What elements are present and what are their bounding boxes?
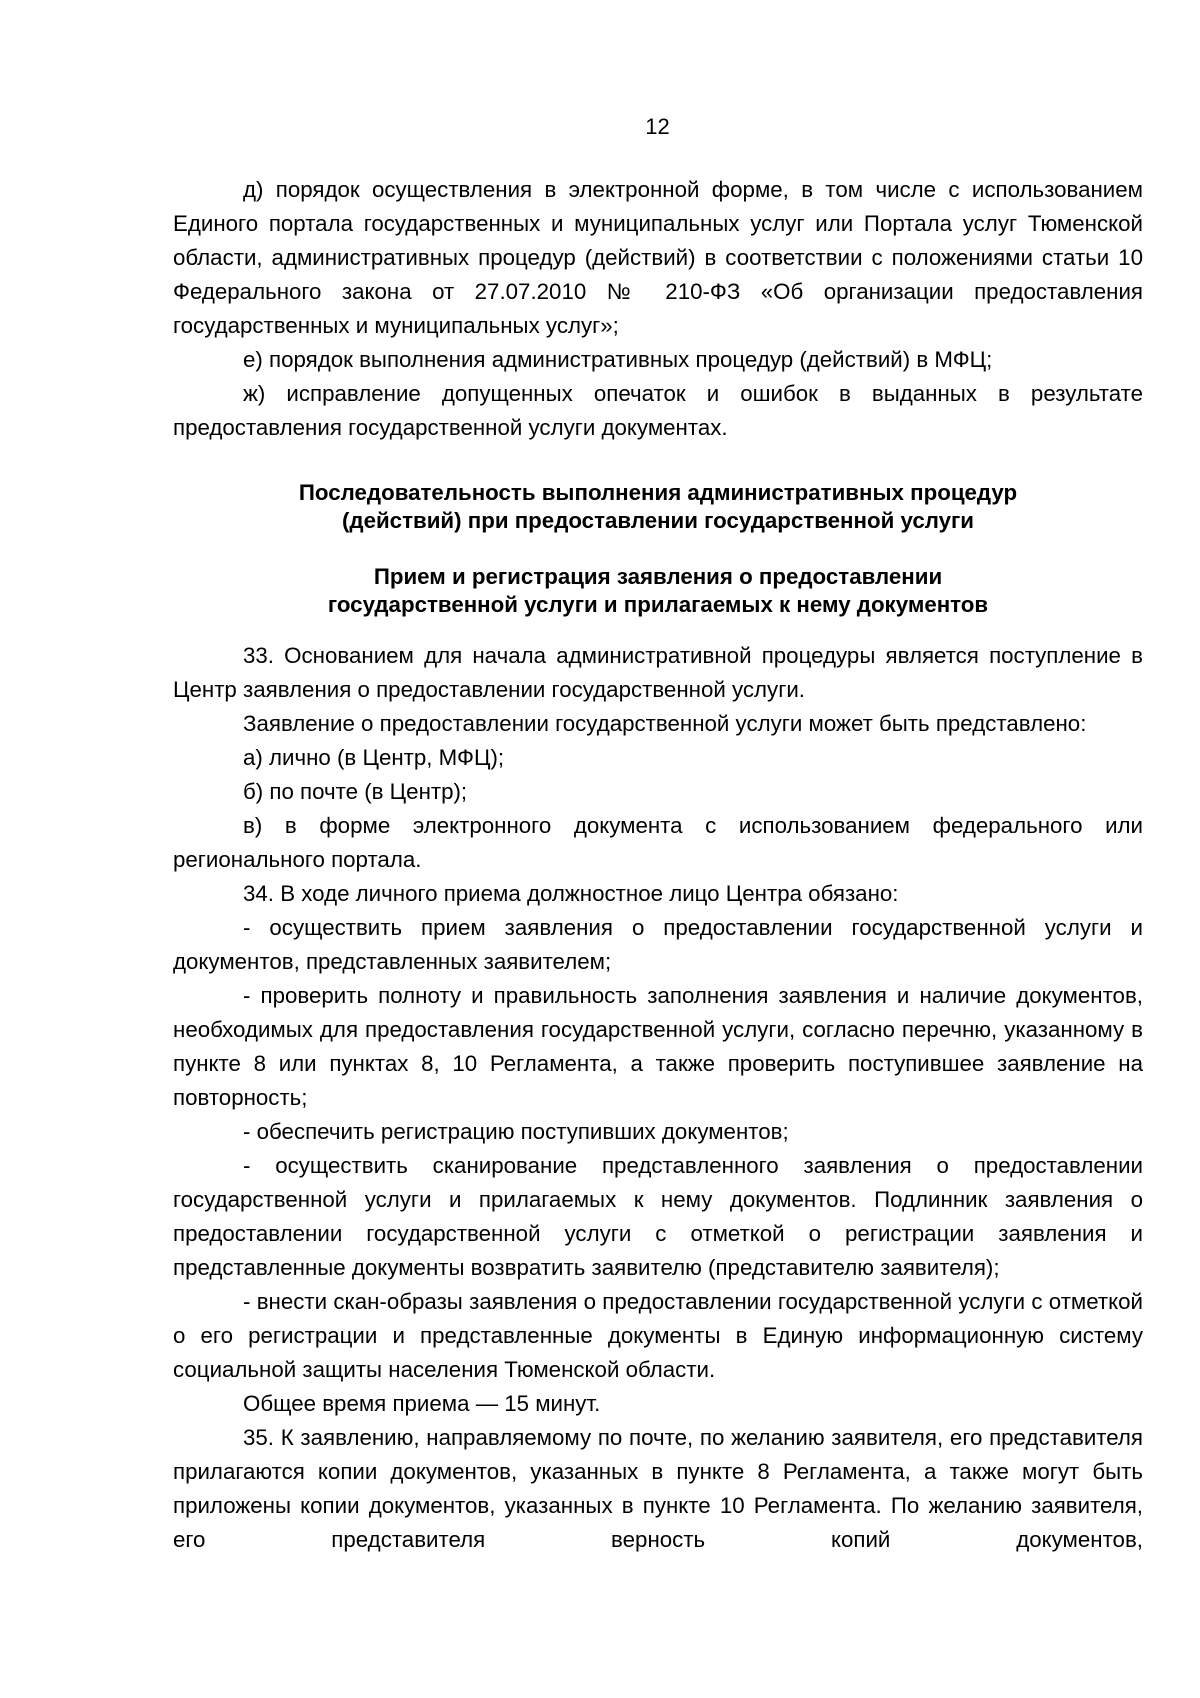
list-item-b: б) по почте (в Центр); [243, 779, 468, 804]
section-heading [173, 479, 1143, 535]
subsection-heading [173, 563, 1143, 619]
paragraph-33: 33. Основанием для начала административной процедуры является поступление в Центр заявления о предоставлении государственной услуги. [173, 643, 1143, 702]
document-body [173, 173, 1143, 1557]
section-heading-line-2: (действий) при предоставлении государственной услуги [341, 508, 975, 533]
paragraph-submission-methods: Заявление о предоставлении государственной услуги может быть представлено: [243, 711, 1087, 736]
paragraph-35: 35. К заявлению, направляемому по почте, по желанию заявителя, его представителя прилагаются копии документов, указанных в пункте 8 Регламента, а также могут быть приложены копии документов, указанных в пункте 10 Регламента. По желанию заявителя, его представителя верность копий документов, [173, 1425, 1143, 1552]
item-zh: ж) исправление допущенных опечаток и ошибок в выданных в результате предоставления государственной услуги документах. [173, 381, 1143, 440]
item-e: е) порядок выполнения административных процедур (действий) в МФЦ; [243, 347, 993, 372]
list-item-a: а) лично (в Центр, МФЦ); [243, 745, 505, 770]
subsection-heading-line-2: государственной услуги и прилагаемых к нему документов [327, 592, 989, 617]
reception-time: Общее время приема — 15 минут. [243, 1391, 601, 1416]
paragraph-34: 34. В ходе личного приема должностное лицо Центра обязано: [243, 881, 899, 906]
duty-upload: - внести скан-образы заявления о предоставлении государственной услуги с отметкой о его регистрации и представленные документы в Единую информационную систему социальной защиты населения Тюменской области. [173, 1289, 1143, 1382]
page-number: 12 [645, 114, 670, 139]
section-heading-line-1: Последовательность выполнения административных процедур [298, 480, 1018, 505]
item-d: д) порядок осуществления в электронной форме, в том числе с использованием Единого портала государственных и муниципальных услуг или Портала услуг Тюменской области, административных процедур (действий) в соответствии с положениями статьи 10 Федерального закона от 27.07.2010 № 210-ФЗ «Об организации предоставления государственных и муниципальных услуг»; [173, 177, 1143, 338]
duty-scan: - осуществить сканирование представленного заявления о предоставлении государственной услуги и прилагаемых к нему документов. Подлинник заявления о предоставлении государственной услуги с отметкой о регистрации заявления и представленные документы возвратить заявителю (представителю заявителя); [173, 1153, 1143, 1280]
duty-check: - проверить полноту и правильность заполнения заявления и наличие документов, необходимых для предоставления государственной услуги, согласно перечню, указанному в пункте 8 или пунктах 8, 10 Регламента, а также проверить поступившее заявление на повторность; [173, 983, 1143, 1110]
duty-accept: - осуществить прием заявления о предоставлении государственной услуги и документов, представленных заявителем; [173, 915, 1143, 974]
subsection-heading-line-1: Прием и регистрация заявления о предоставлении [373, 564, 943, 589]
list-item-v: в) в форме электронного документа с использованием федерального или регионального портала. [173, 813, 1143, 872]
duty-register: - обеспечить регистрацию поступивших документов; [243, 1119, 789, 1144]
